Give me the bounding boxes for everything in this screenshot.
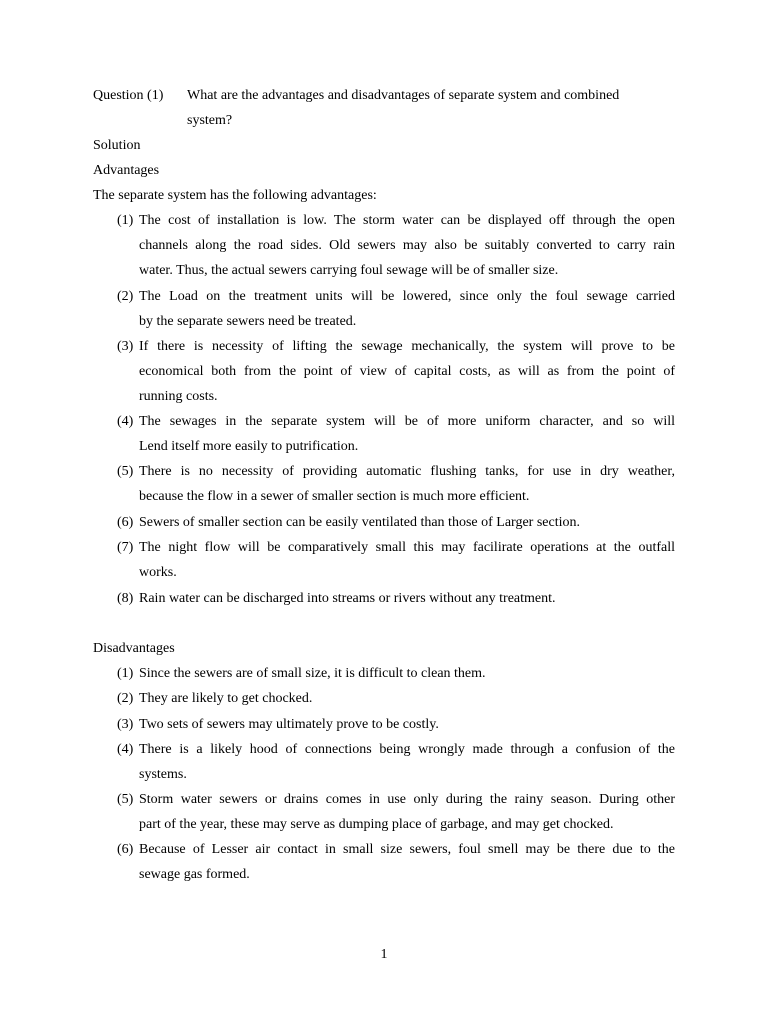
advantage-3-line-2: economical both from the point of view of capital costs, as will as from the point of bbox=[139, 364, 675, 379]
advantage-4-number: (4) bbox=[117, 414, 134, 429]
advantage-3-line-1: If there is necessity of lifting the sewage mechanically, the system will prove to be bbox=[139, 339, 675, 354]
advantage-8-line-1: Rain water can be discharged into streams or rivers without any treatment. bbox=[139, 591, 556, 606]
advantage-1-number: (1) bbox=[117, 213, 134, 228]
page-number: 1 bbox=[380, 947, 388, 962]
disadvantages-heading: Disadvantages bbox=[93, 641, 175, 656]
disadvantage-5-number: (5) bbox=[117, 792, 134, 807]
question-label: Question (1) bbox=[93, 88, 164, 103]
advantage-1-line-3: water. Thus, the actual sewers carrying foul sewage will be of smaller size. bbox=[139, 263, 559, 278]
disadvantage-1-number: (1) bbox=[117, 666, 134, 681]
advantage-3-number: (3) bbox=[117, 339, 134, 354]
disadvantage-4-number: (4) bbox=[117, 742, 134, 757]
advantage-4-line-2: Lend itself more easily to putrification. bbox=[139, 439, 359, 454]
question-text-line-1: What are the advantages and disadvantages of separate system and combined bbox=[187, 88, 620, 103]
advantage-4-line-1: The sewages in the separate system will be of more uniform character, and so will bbox=[139, 414, 675, 429]
disadvantage-6-line-2: sewage gas formed. bbox=[139, 867, 250, 882]
advantage-1-line-2: channels along the road sides. Old sewers may also be suitably converted to carry rain bbox=[139, 238, 675, 253]
solution-heading: Solution bbox=[93, 138, 141, 153]
advantage-5-line-2: because the flow in a sewer of smaller section is much more efficient. bbox=[139, 489, 530, 504]
question-text-line-2: system? bbox=[187, 113, 233, 128]
disadvantage-4-line-1: There is a likely hood of connections being wrongly made through a confusion of the bbox=[139, 742, 675, 757]
disadvantage-2-number: (2) bbox=[117, 691, 134, 706]
advantage-6-number: (6) bbox=[117, 515, 134, 530]
disadvantage-6-line-1: Because of Lesser air contact in small size sewers, foul smell may be there due to the bbox=[139, 842, 675, 857]
disadvantage-5-line-1: Storm water sewers or drains comes in use only during the rainy season. During other bbox=[139, 792, 675, 807]
advantage-7-line-2: works. bbox=[139, 565, 177, 580]
disadvantage-5-line-2: part of the year, these may serve as dumping place of garbage, and may get chocked. bbox=[139, 817, 614, 832]
disadvantage-6-number: (6) bbox=[117, 842, 134, 857]
disadvantage-3-number: (3) bbox=[117, 717, 134, 732]
advantage-5-number: (5) bbox=[117, 464, 134, 479]
advantages-intro: The separate system has the following advantages: bbox=[93, 188, 377, 203]
advantage-7-number: (7) bbox=[117, 540, 134, 555]
advantage-8-number: (8) bbox=[117, 591, 134, 606]
advantage-5-line-1: There is no necessity of providing automatic flushing tanks, for use in dry weather, bbox=[139, 464, 675, 479]
disadvantage-4-line-2: systems. bbox=[139, 767, 187, 782]
advantage-2-number: (2) bbox=[117, 289, 134, 304]
advantage-1-line-1: The cost of installation is low. The storm water can be displayed off through the open bbox=[139, 213, 675, 228]
advantages-heading: Advantages bbox=[93, 163, 160, 178]
disadvantage-2-line-1: They are likely to get chocked. bbox=[139, 691, 313, 706]
advantage-2-line-1: The Load on the treatment units will be lowered, since only the foul sewage carried bbox=[139, 289, 675, 304]
disadvantage-3-line-1: Two sets of sewers may ultimately prove to be costly. bbox=[139, 717, 439, 732]
advantage-3-line-3: running costs. bbox=[139, 389, 218, 404]
advantage-6-line-1: Sewers of smaller section can be easily ventilated than those of Larger section. bbox=[139, 515, 580, 530]
disadvantage-1-line-1: Since the sewers are of small size, it is difficult to clean them. bbox=[139, 666, 486, 681]
advantage-2-line-2: by the separate sewers need be treated. bbox=[139, 314, 357, 329]
advantage-7-line-1: The night flow will be comparatively small this may facilirate operations at the outfall bbox=[139, 540, 675, 555]
